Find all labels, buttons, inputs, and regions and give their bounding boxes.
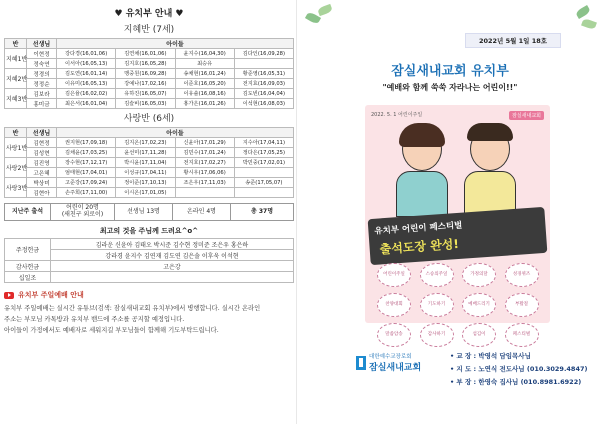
attendance-box xyxy=(4,203,294,221)
child-cell: 이준호(16,05,20) xyxy=(175,79,234,89)
issue-date: 2022년 5월 1일 18호 xyxy=(465,33,561,48)
leaf-decoration xyxy=(575,5,591,19)
attendance-stamp: 말씀암송 xyxy=(377,323,411,347)
praise-value xyxy=(51,272,294,283)
notice-line: 유치부 주일예배는 실시간 유튜브(검색: 잠실새내교회 유치부)에서 병행합니다. 실시간 온라인 xyxy=(4,305,261,312)
poster-logo: 잠실새내교회 xyxy=(509,111,544,120)
teacher-cell: 김진영 xyxy=(27,158,57,168)
banner-line2: 출석도장 완성! xyxy=(379,236,460,257)
child-cell: 정이준(17,10,13) xyxy=(116,178,175,188)
child-cell: 김슬비(16,05,03) xyxy=(116,99,175,109)
attendance-online: 온라인 4명 xyxy=(173,204,231,220)
child-cell xyxy=(234,59,293,69)
table-header xyxy=(5,39,294,49)
child-cell: 유하진(16,05,07) xyxy=(116,89,175,99)
table-row xyxy=(5,168,294,178)
notice-title xyxy=(4,289,294,301)
org-name: 대한예수교장로회 xyxy=(369,354,412,360)
jihye-title: 지혜반 (7세) xyxy=(123,25,175,35)
left-page xyxy=(4,6,294,420)
class-name-cell: 지혜1반 xyxy=(5,49,27,69)
child-cell: 홍가은(16,01,26) xyxy=(175,99,234,109)
child-cell: 이석현(16,08,03) xyxy=(234,99,293,109)
staff-list xyxy=(450,350,587,389)
child-cell: 맹중원(16,09,28) xyxy=(116,69,175,79)
child-cell: 최승유 xyxy=(175,59,234,69)
attendance-stamp: 어린이주일 xyxy=(377,263,411,287)
class-name-cell: 지혜2반 xyxy=(5,69,27,89)
table-row xyxy=(5,59,294,69)
teacher-cell: 정경의 xyxy=(27,69,57,79)
leaf-decoration xyxy=(317,4,333,16)
praise-table xyxy=(4,238,294,283)
attendance-label: 지난주 출석 xyxy=(5,204,51,220)
teacher-cell: 정정순 xyxy=(27,79,57,89)
child-cell: 김도연(16,01,14) xyxy=(57,69,116,79)
praise-value: 고은강 xyxy=(51,261,294,272)
col-header: 아이들 xyxy=(57,39,294,49)
slogan: "예배와 함께 쑥쑥 자라나는 어린이!!" xyxy=(382,83,518,92)
child-cell: 이성규(17,04,11) xyxy=(116,168,175,178)
praise-label: 주정헌금 xyxy=(5,239,51,261)
church-logo xyxy=(356,352,421,373)
table-row xyxy=(5,138,294,148)
dept-title-text: 유치부 안내 xyxy=(125,9,173,19)
praise-value: 김라운 신윤아 김태오 박시준 김수현 정미준 조은우 홍은하 xyxy=(51,239,294,250)
boy-hair xyxy=(467,123,513,141)
child-cell: 최은서(16,01,04) xyxy=(57,99,116,109)
teacher-cell: 이현정 xyxy=(27,49,57,59)
attendance-stamp: 섬김이 xyxy=(462,323,496,347)
teacher-cell: 고은혜 xyxy=(27,168,57,178)
leaf-decoration xyxy=(581,18,597,30)
child-cell: 신윤아(17,01,29) xyxy=(175,138,234,148)
child-cell: 김다인(16,09,28) xyxy=(234,49,293,59)
festival-poster xyxy=(365,105,550,337)
child-cell: 김도빈(16,04,04) xyxy=(234,89,293,99)
table-row xyxy=(5,49,294,59)
child-cell: 김지호(16,05,28) xyxy=(116,59,175,69)
notice-text xyxy=(4,303,294,336)
teacher-cell: 김현정 xyxy=(27,138,57,148)
attendance-stamp: 감사하기 xyxy=(420,323,454,347)
child-cell: 김채윤(17,03,25) xyxy=(57,148,116,158)
class-name-cell: 사랑3반 xyxy=(5,178,27,198)
table-row xyxy=(5,239,294,250)
praise-title: 최고의 것을 주님께 드려요^o^ xyxy=(99,227,199,235)
girl-body xyxy=(396,171,448,217)
table-row xyxy=(5,178,294,188)
teacher-cell: 정숙연 xyxy=(27,59,57,69)
sarang-title: 사랑반 (6세) xyxy=(123,114,175,124)
col-header: 선생님 xyxy=(27,128,57,138)
boy-illustration xyxy=(461,127,519,217)
child-cell: 권지현(17,09,18) xyxy=(57,138,116,148)
poster-date: 2022. 5. 1 어린이주일 xyxy=(371,112,423,118)
child-cell: 엄태현(17,04,01) xyxy=(57,168,116,178)
girl-illustration xyxy=(393,127,451,217)
attendance-stamp: 가정의달 xyxy=(462,263,496,287)
child-cell xyxy=(234,188,293,198)
attendance-stamp: 페스티벌 xyxy=(505,323,539,347)
child-cell: 김은율(16,02,02) xyxy=(57,89,116,99)
child-cell: 송채현(16,01,24) xyxy=(175,69,234,79)
col-header: 반 xyxy=(5,39,27,49)
right-page xyxy=(300,0,600,424)
child-cell: 김민수(17,01,24) xyxy=(175,148,234,158)
col-header: 선생님 xyxy=(27,39,57,49)
staff-line: • 지 도 : 노연식 전도사님 (010.3029.4847) xyxy=(450,365,588,373)
class-name-cell: 지혜3반 xyxy=(5,89,27,109)
attendance-children: 어린이 20명 (새친구 외로이) xyxy=(51,204,115,220)
staff-line: • 교 장 : 박영석 담임목사님 xyxy=(450,352,531,360)
notice-line: 주소는 부모님 카톡방과 유치부 밴드에 주소를 공지할 예정입니다. xyxy=(4,316,185,323)
child-cell: 정다은(17,05,25) xyxy=(234,148,293,158)
col-header: 반 xyxy=(5,128,27,138)
cross-logo-icon xyxy=(356,356,366,370)
child-cell: 박민중(17,02,01) xyxy=(234,158,293,168)
notice-title-text: 유치부 주일예배 안내 xyxy=(18,291,84,299)
child-cell: 장수현(17,12,17) xyxy=(57,158,116,168)
teacher-cell: 홍미금 xyxy=(27,99,57,109)
attendance-teachers: 선생님 13명 xyxy=(115,204,173,220)
table-row xyxy=(5,89,294,99)
table-row xyxy=(5,79,294,89)
child-cell: 지수아(17,04,11) xyxy=(234,138,293,148)
child-cell: 전지효(16,09,03) xyxy=(234,79,293,89)
child-cell: 황준영(16,05,31) xyxy=(234,69,293,79)
attendance-stamp: 찬양대회 xyxy=(377,293,411,317)
table-row xyxy=(5,272,294,283)
child-cell: 고준강(17,09,24) xyxy=(57,178,116,188)
attendance-stamp: 성경퀴즈 xyxy=(505,263,539,287)
child-cell: 김지온(17,02,23) xyxy=(116,138,175,148)
child-cell xyxy=(234,168,293,178)
attendance-total: 총 37명 xyxy=(250,207,274,215)
table-row xyxy=(5,69,294,79)
class-name-cell: 사랑2반 xyxy=(5,158,27,178)
girl-hair xyxy=(399,123,445,147)
staff-line: • 부 장 : 한영숙 집사님 (010.8981.6922) xyxy=(450,378,582,386)
banner-line1: 유치부 어린이 페스티벌 xyxy=(374,220,463,237)
class-name-cell: 사랑1반 xyxy=(5,138,27,158)
church-name: 잠실새내교회 xyxy=(369,363,422,373)
child-cell: 강다경(16,01,06) xyxy=(57,49,116,59)
table-header xyxy=(5,128,294,138)
child-cell: 강예나(17,02,16) xyxy=(116,79,175,89)
table-row xyxy=(5,99,294,109)
teacher-cell: 김보라 xyxy=(27,89,57,99)
child-cell: 이시온(17,01,05) xyxy=(116,188,175,198)
church-title: 잠실새내교회 유치부 xyxy=(391,64,509,79)
table-row xyxy=(5,158,294,168)
child-cell: 송준(17,05,07) xyxy=(234,178,293,188)
child-cell: 이유미(16,05,13) xyxy=(57,79,116,89)
youtube-icon xyxy=(4,292,14,299)
teacher-cell: 김성현 xyxy=(27,148,57,158)
notice-line: 아이들이 가정에서도 예배자로 세워지길 부모님들이 함께해 기도부탁드립니다. xyxy=(4,327,219,334)
jihye-table xyxy=(4,38,294,109)
child-cell: 손주희(17,11,00) xyxy=(57,188,116,198)
attendance-stamp: 스승의주일 xyxy=(420,263,454,287)
child-cell: 이서아(16,05,13) xyxy=(57,59,116,69)
table-row xyxy=(5,148,294,158)
sarang-table xyxy=(4,127,294,198)
page-divider xyxy=(296,0,297,424)
child-cell xyxy=(175,188,234,198)
child-cell: 이유솔(16,08,16) xyxy=(175,89,234,99)
child-cell: 김연채(16,01,06) xyxy=(116,49,175,59)
table-row xyxy=(5,261,294,272)
teacher-cell: 박상미 xyxy=(27,178,57,188)
praise-value: 강라경 윤지수 김연재 김도연 김은솔 이후욱 이석현 xyxy=(51,250,294,261)
child-cell: 조은우(17,11,03) xyxy=(175,178,234,188)
col-header: 아이들 xyxy=(57,128,294,138)
child-cell: 전지호(17,02,27) xyxy=(175,158,234,168)
dept-title: ♥ 유치부 안내 ♥ xyxy=(114,9,184,19)
praise-label: 십일조 xyxy=(5,272,51,283)
praise-label: 감사헌금 xyxy=(5,261,51,272)
table-row xyxy=(5,188,294,198)
child-cell: 윤지수(16,04,30) xyxy=(175,49,234,59)
attendance-stamp: 예배드리기 xyxy=(462,293,496,317)
child-cell: 윤선미(17,11,28) xyxy=(116,148,175,158)
teacher-cell: 김현아 xyxy=(27,188,57,198)
child-cell: 황시우(17,06,06) xyxy=(175,168,234,178)
attendance-stamp: 부활절 xyxy=(505,293,539,317)
attendance-stamp: 기도하기 xyxy=(420,293,454,317)
child-cell: 박시윤(17,11,04) xyxy=(116,158,175,168)
stamp-grid xyxy=(377,263,541,347)
